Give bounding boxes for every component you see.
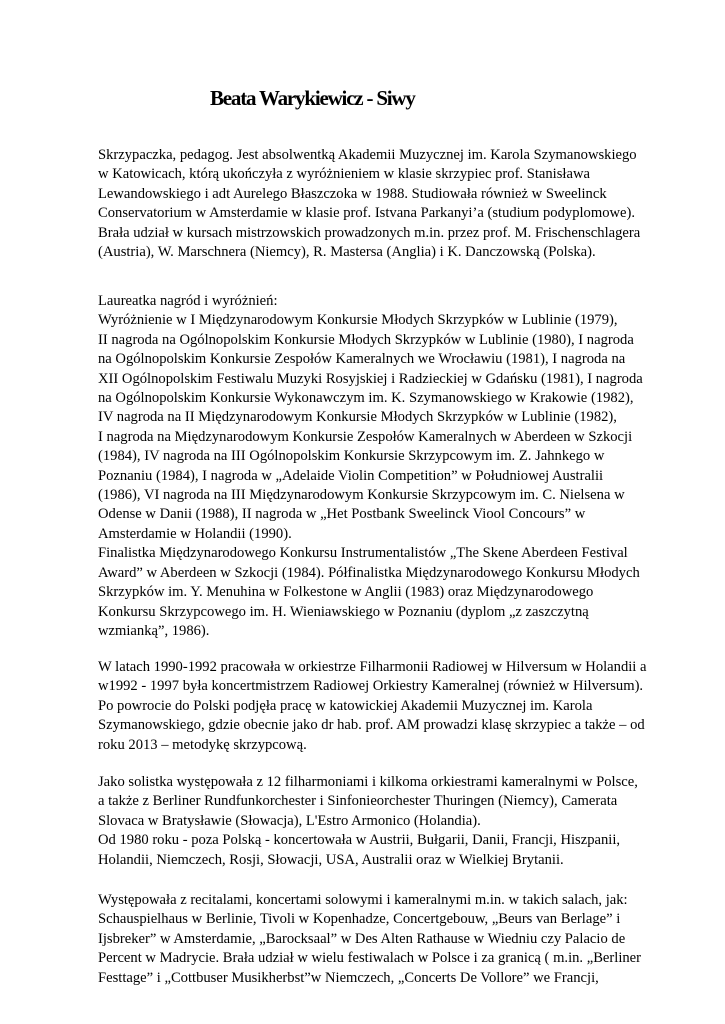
text-line: roku 2013 – metodykę skrzypcową. [98,736,307,753]
text-line: w1992 - 1997 była koncertmistrzem Radiowej Orkiestry Kameralnej (również w Hilversum). [98,678,644,695]
text-line: (1984), IV nagroda na III Ogólnopolskim Konkursie Skrzypcowym im. Z. Jahnkego w [98,448,605,465]
text-line: IV nagroda na II Międzynarodowym Konkursie Młodych Skrzypków w Lublinie (1982), [98,409,617,426]
text-line: Odense w Danii (1988), II nagroda w „Het Postbank Sweelinck Viool Concours” w [98,506,586,523]
text-line: Holandii, Niemczech, Rosji, Słowacji, USA, Australii oraz w Wielkiej Brytanii. [98,851,564,868]
text-line: Poznaniu (1984), I nagroda w „Adelaide Violin Competition” w Południowej Australii [98,467,604,484]
text-line: Konkursu Skrzypcowego im. H. Wieniawskiego w Poznaniu (dyplom „z zaszczytną [98,603,589,620]
paragraph-awards [98,292,698,641]
text-line: Conservatorium w Amsterdamie w klasie prof. Istvana Parkanyi’a (studium podyplomowe). [98,205,636,222]
text-line: w Katowicach, którą ukończyła z wyróżnieniem w klasie skrzypiec prof. Stanisława [98,166,590,183]
text-line: Brała udział w kursach mistrzowskich prowadzonych m.in. przez prof. M. Frischenschlagera [98,224,641,241]
text-line: W latach 1990-1992 pracowała w orkiestrze Filharmonii Radiowej w Hilversum w Holandii a [98,659,647,675]
text-line: a także z Berliner Rundfunkorchester i Sinfonieorchester Thuringen (Niemcy), Camerata [98,793,618,810]
text-line: XII Ogólnopolskim Festiwalu Muzyki Rosyjskiej i Radzieckiej w Gdańsku (1981), I nagroda [98,370,643,387]
paragraph-biography [98,146,698,262]
text-line: Ijsbreker” w Amsterdamie, „Barocksaal” w Des Alten Rathause w Wiedniu czy Palacio de [98,930,626,947]
text-line: Skrzypaczka, pedagog. Jest absolwentką Akademii Muzycznej im. Karola Szymanowskiego [98,147,637,163]
text-line: Amsterdamie w Holandii (1990). [98,525,292,542]
text-line: Skrzypków im. Y. Menuhina w Folkestone w Anglii (1983) oraz Międzynarodowego [98,584,594,601]
text-line: na Ogólnopolskim Konkursie Wykonawczym im. K. Szymanowskiego w Krakowie (1982), [98,390,634,407]
text-line: (1986), VI nagroda na III Międzynarodowym Konkursie Skrzypcowym im. C. Nielsena w [98,487,625,504]
text-line: Schauspielhaus w Berlinie, Tivoli w Kopenhadze, Concertgebouw, „Beurs van Berlage” i [98,911,621,928]
text-line: Laureatka nagród i wyróżnień: [98,293,278,309]
text-line: Występowała z recitalami, koncertami solowymi i kameralnymi m.in. w takich salach, jak: [98,892,628,908]
text-line: Lewandowskiego i adt Aurelego Błaszczoka w 1988. Studiowała również w Sweelinck [98,185,607,202]
text-line: Szymanowskiego, gdzie obecnie jako dr hab. prof. AM prowadzi klasę skrzypiec a także – od [98,717,645,734]
text-line: na Ogólnopolskim Konkursie Zespołów Kameralnych we Wrocławiu (1981), I nagroda na [98,351,626,368]
text-line: Finalistka Międzynarodowego Konkursu Instrumentalistów „The Skene Aberdeen Festival [98,545,628,562]
text-line: I nagroda na Międzynarodowym Konkursie Zespołów Kameralnych w Aberdeen w Szkocji [98,428,633,445]
text-line: Po powrocie do Polski podjęła pracę w katowickiej Akademii Muzycznej im. Karola [98,697,593,714]
text-line: Jako solistka występowała z 12 filharmoniami i kilkoma orkiestrami kameralnymi w Polsce, [98,774,638,790]
paragraph-recitals [98,891,698,988]
text-line: Slovaca w Bratysławie (Słowacja), L'Estro Armonico (Holandia). [98,812,481,829]
paragraph-career [98,658,698,755]
text-line: (Austria), W. Marschnera (Niemcy), R. Mastersa (Anglia) i K. Danczowską (Polska). [98,244,596,261]
document-title: Beata Warykiewicz - Siwy [210,86,415,110]
text-line: Od 1980 roku - poza Polską - koncertowała w Austrii, Bułgarii, Danii, Francji, Hiszpanii, [98,832,621,849]
text-line: wzmianką”, 1986). [98,622,210,639]
text-line: Award” w Aberdeen w Szkocji (1984). Półfinalistka Międzynarodowego Konkursu Młodych [98,564,640,581]
text-line: Wyróżnienie w I Międzynarodowym Konkursie Młodych Skrzypków w Lublinie (1979), [98,312,618,329]
text-line: II nagroda na Ogólnopolskim Konkursie Młodych Skrzypków w Lublinie (1980), I nagroda [98,331,634,348]
paragraph-soloist [98,773,698,870]
text-line: Percent w Madrycie. Brała udział w wielu festiwalach w Polsce i za granicą ( m.in. „Berliner [98,950,642,967]
text-line: Festtage” i „Cottbuser Musikherbst”w Niemczech, „Concerts De Vollore” we Francji, [98,969,599,986]
